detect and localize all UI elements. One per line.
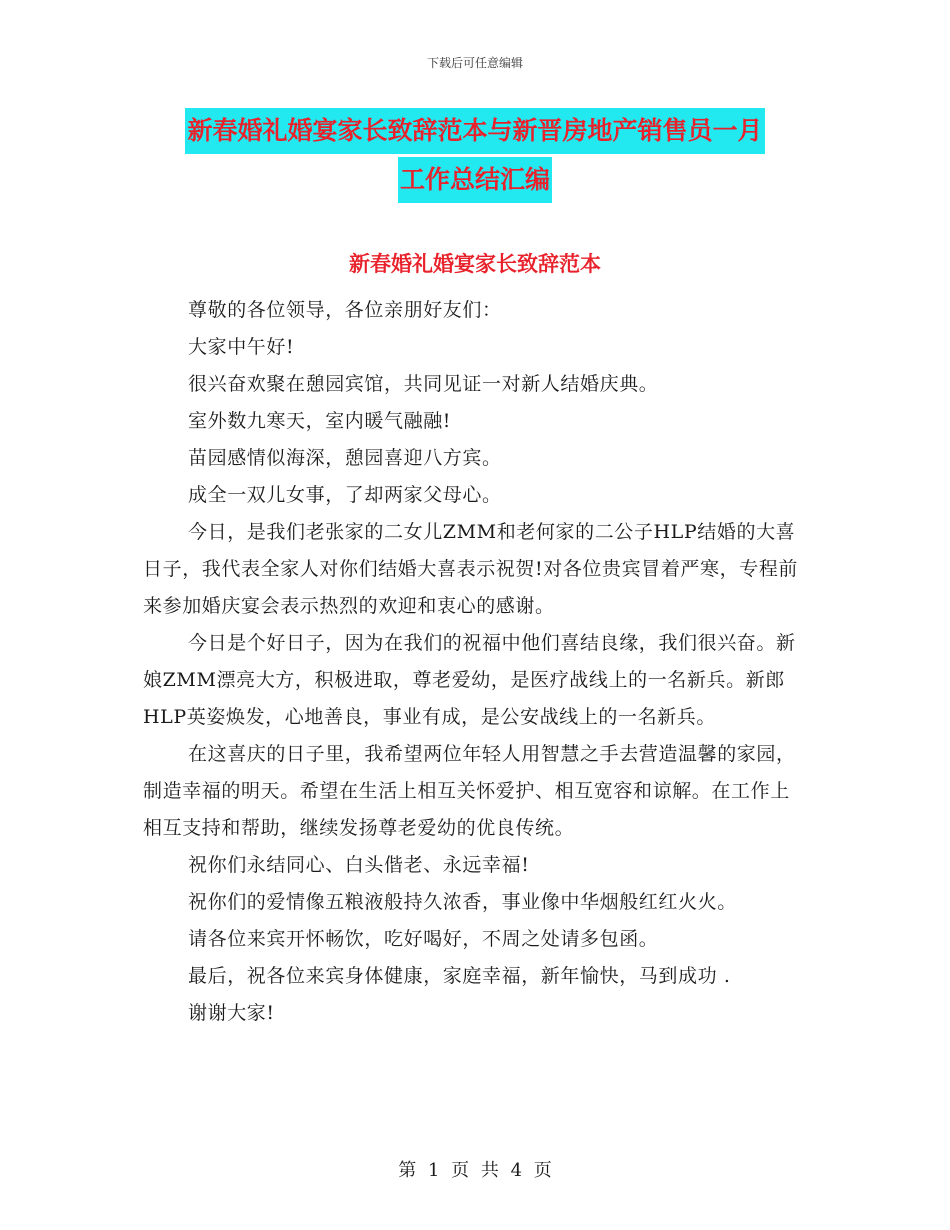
document-title [150,108,800,206]
paragraph: 成全一双儿女事，了却两家父母心。 [188,484,502,506]
paragraph: 最后，祝各位来宾身体健康，家庭幸福，新年愉快，马到成功 . [188,965,731,987]
paragraph: 祝你们的爱情像五粮液般持久浓香，事业像中华烟般红红火火。 [188,891,737,913]
paragraph: 苗园感情似海深，憩园喜迎八方宾。 [188,447,502,469]
document-body [143,292,803,1032]
paragraph: 谢谢大家! [188,1002,275,1024]
page-header-note: 下载后可任意编辑 [426,56,523,70]
title-line-1: 新春婚礼婚宴家长致辞范本与新晋房地产销售员一月 [185,108,764,154]
paragraph: 今日是个好日子，因为在我们的祝福中他们喜结良缘，我们很兴奋。新娘ZMM漂亮大方，积极进取，尊老爱幼，是医疗战线上的一名新兵。新郎HLP英姿焕发，心地善良，事业有成，是公安战线上的一名新兵。 [143,632,796,728]
title-line-2: 工作总结汇编 [398,157,552,203]
paragraph: 今日，是我们老张家的二女儿ZMM和老何家的二公子HLP结婚的大喜日子，我代表全家人对你们结婚大喜表示祝贺!对各位贵宾冒着严寒，专程前来参加婚庆宴会表示热烈的欢迎和衷心的感谢。 [143,521,799,617]
paragraph: 在这喜庆的日子里，我希望两位年轻人用智慧之手去营造温馨的家园，制造幸福的明天。希望在生活上相互关怀爱护、相互宽容和谅解。在工作上相互支持和帮助，继续发扬尊老爱幼的优良传统。 [143,743,796,839]
paragraph: 请各位来宾开怀畅饮，吃好喝好，不周之处请多包函。 [188,928,659,950]
paragraph: 室外数九寒天，室内暖气融融! [188,410,452,432]
page-number: 第 1 页 共 4 页 [398,1160,552,1181]
paragraph: 祝你们永结同心、白头偕老、永远幸福! [188,854,530,876]
paragraph: 尊敬的各位领导，各位亲朋好友们： [188,299,502,321]
paragraph: 很兴奋欢聚在憩园宾馆，共同见证一对新人结婚庆典。 [188,373,659,395]
section-title: 新春婚礼婚宴家长致辞范本 [349,252,601,276]
paragraph: 大家中午好! [188,336,295,358]
